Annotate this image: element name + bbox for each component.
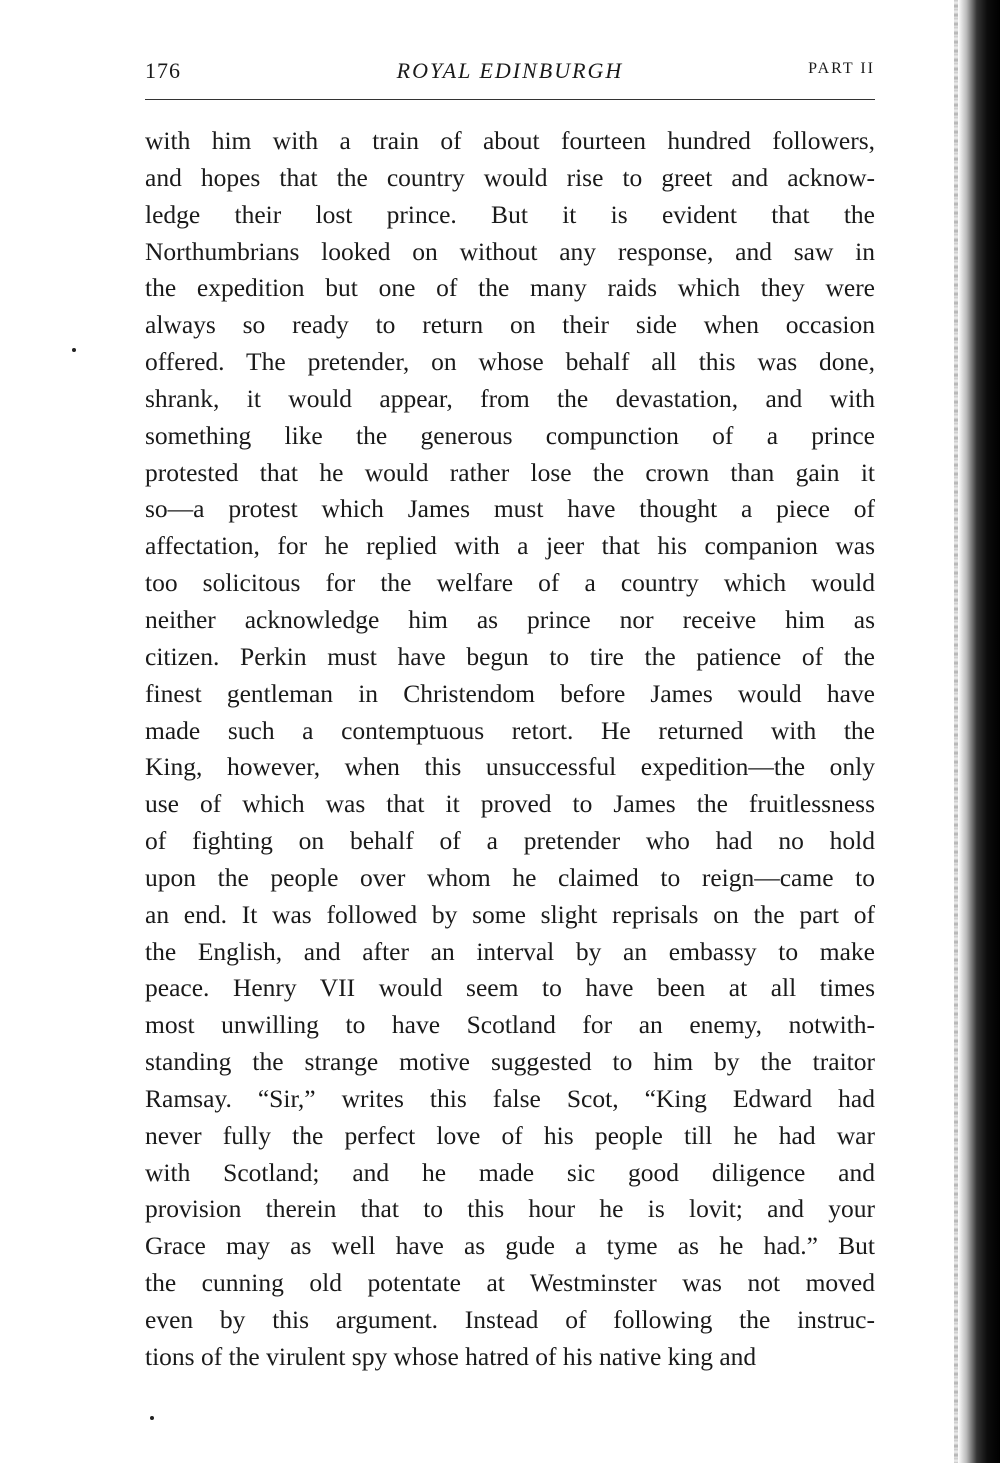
text-line: with Scotland; and he made sic good diligence and	[145, 1157, 875, 1187]
text-line: most unwilling to have Scotland for an enemy, notwith-	[145, 1010, 875, 1040]
text-line: an end. It was followed by some slight reprisals on the part of	[145, 899, 875, 929]
text-line: the cunning old potentate at Westminster was not moved	[145, 1268, 875, 1298]
text-line: neither acknowledge him as prince nor receive him as	[145, 604, 875, 634]
text-line: use of which was that it proved to James the fruitlessness	[145, 789, 875, 819]
text-line: of fighting on behalf of a pretender who had no hold	[145, 826, 875, 856]
text-line: with him with a train of about fourteen hundred followers,	[145, 126, 875, 155]
text-line: always so ready to return on their side when occasion	[145, 310, 875, 340]
text-line: and hopes that the country would rise to greet and acknow-	[145, 162, 875, 192]
scan-edge-shadow	[958, 0, 1000, 1463]
text-line: Ramsay. “Sir,” writes this false Scot, “King Edward had	[145, 1083, 875, 1113]
text-line: citizen. Perkin must have begun to tire the patience of the	[145, 641, 875, 671]
text-line: made such a contemptuous retort. He returned with the	[145, 715, 875, 745]
text-line: King, however, when this unsuccessful expedition—the only	[145, 752, 875, 782]
text-line: tions of the virulent spy whose hatred of his native king and	[145, 1341, 757, 1371]
header-rule	[145, 99, 875, 100]
stray-ink-mark	[150, 1416, 154, 1420]
text-line: upon the people over whom he claimed to reign—came to	[145, 862, 875, 892]
running-title: ROYAL EDINBURGH	[396, 58, 624, 83]
text-line: Northumbrians looked on without any response, and saw in	[145, 236, 875, 266]
text-line: even by this argument. Instead of following the instruc-	[145, 1305, 875, 1334]
text-line: too solicitous for the welfare of a country which would	[145, 568, 875, 598]
text-line: affectation, for he replied with a jeer that his companion was	[145, 531, 875, 561]
text-line: Grace may as well have as gude a tyme as he had.” But	[145, 1231, 875, 1261]
text-line: standing the strange motive suggested to him by the traitor	[145, 1047, 875, 1077]
stray-ink-mark	[72, 348, 76, 352]
text-line: shrank, it would appear, from the devastation, and with	[145, 383, 875, 413]
text-line: so—a protest which James must have thought a piece of	[145, 494, 875, 524]
part-label: PART II	[808, 60, 875, 77]
page-header	[145, 58, 875, 92]
text-line: offered. The pretender, on whose behalf all this was done,	[145, 347, 875, 377]
page-number: 176	[145, 58, 181, 83]
text-line: the English, and after an interval by an embassy to make	[145, 936, 875, 966]
text-line: ledge their lost prince. But it is evident that the	[145, 199, 875, 229]
text-line: never fully the perfect love of his people till he had war	[145, 1120, 875, 1150]
text-line: peace. Henry VII would seem to have been at all times	[145, 973, 875, 1003]
text-line: something like the generous compunction of a prince	[145, 420, 875, 450]
text-line: protested that he would rather lose the crown than gain it	[145, 457, 875, 487]
text-line: finest gentleman in Christendom before James would have	[145, 678, 875, 708]
body-text	[145, 123, 875, 1376]
text-line: the expedition but one of the many raids which they were	[145, 273, 875, 303]
text-line: provision therein that to this hour he is lovit; and your	[145, 1194, 875, 1224]
